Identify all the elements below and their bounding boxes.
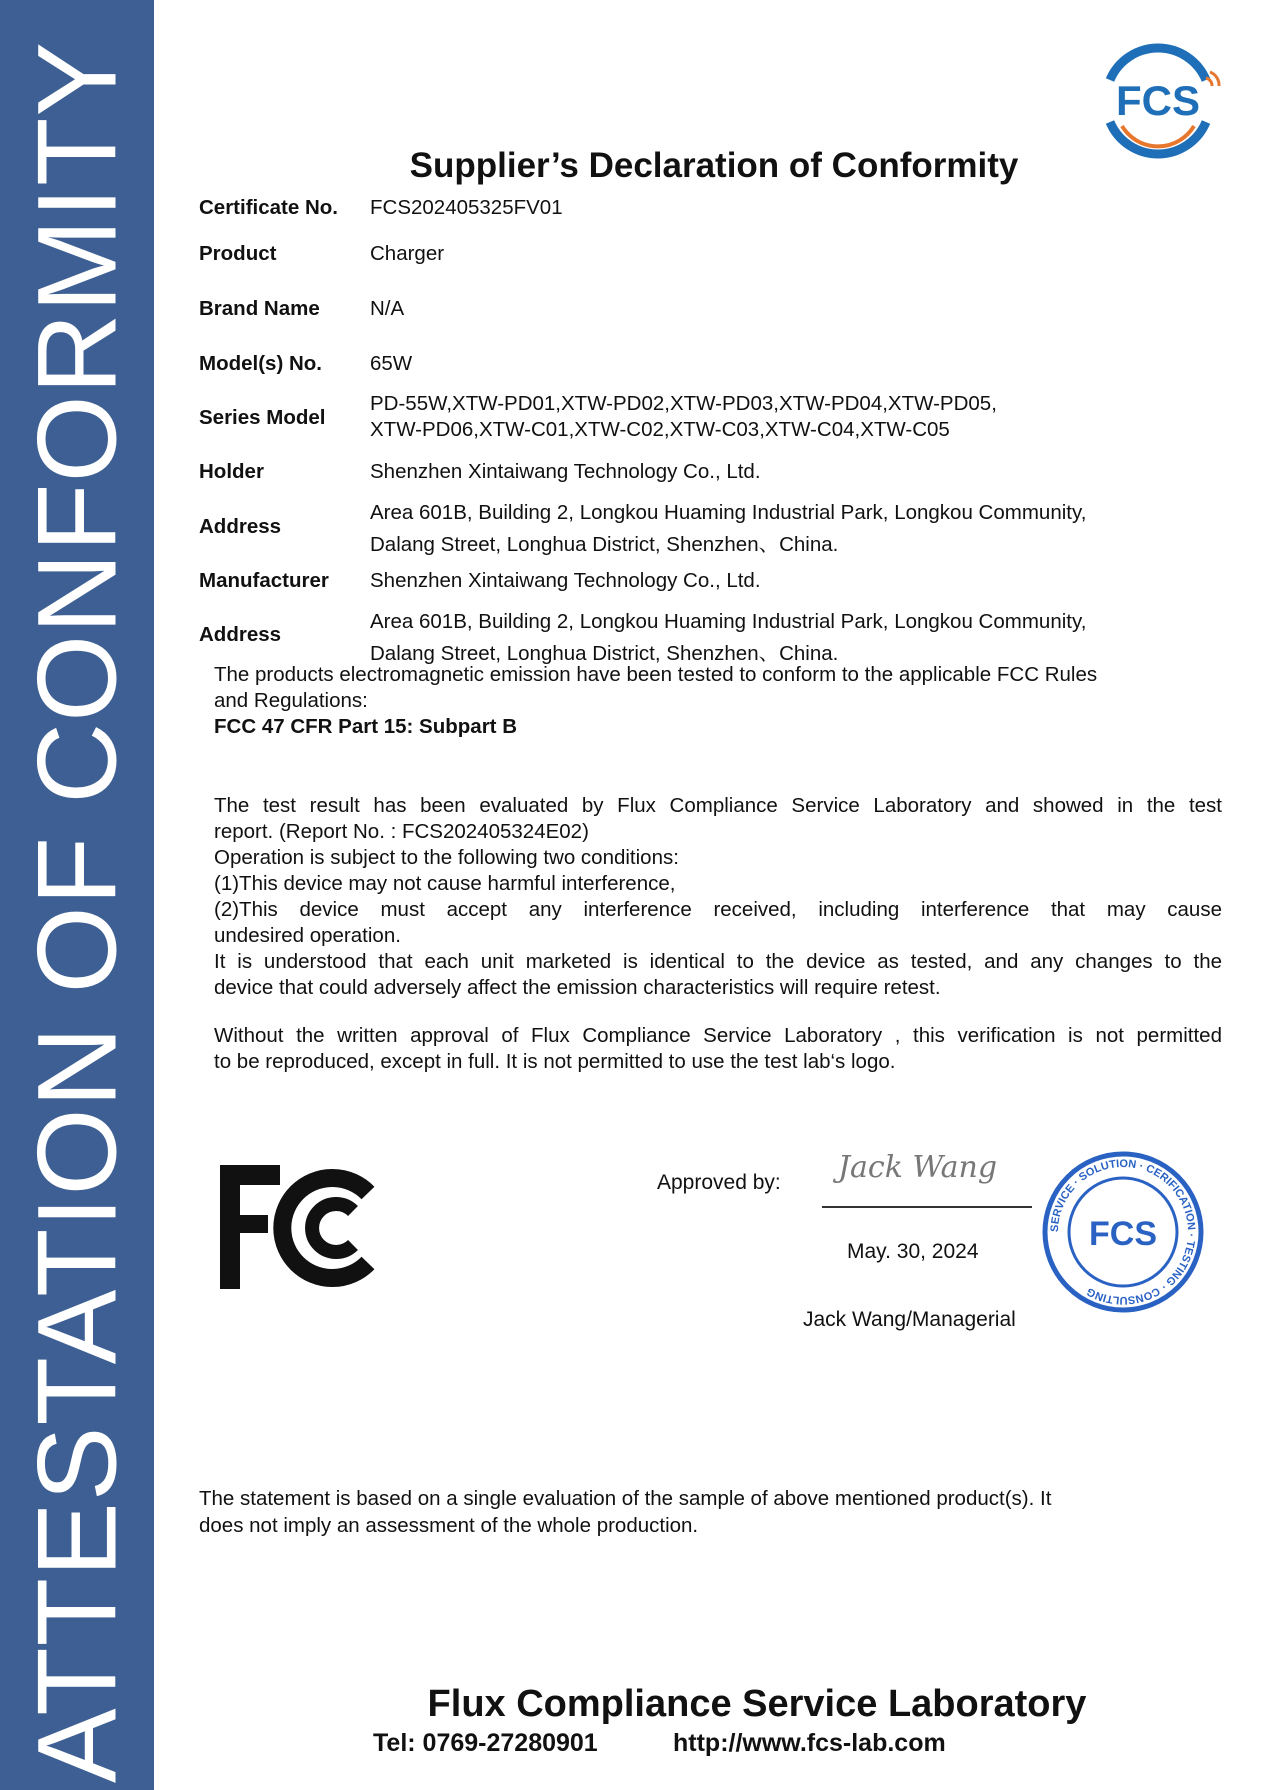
field-label-brand: Brand Name <box>199 297 320 320</box>
field-value-certificate: FCS202405325FV01 <box>370 196 563 219</box>
signature-line <box>822 1206 1032 1208</box>
statement-line1: The statement is based on a single evaluation of the sample of above mentioned product(s). It <box>199 1487 1052 1510</box>
fcs-stamp-icon <box>1040 1149 1206 1315</box>
field-value-holder-address-2: Dalang Street, Longhua District, Shenzhen、China. <box>370 533 839 556</box>
side-banner <box>0 0 154 1790</box>
field-value-holder-address-1: Area 601B, Building 2, Longkou Huaming Industrial Park, Longkou Community, <box>370 501 1087 524</box>
page-title: Supplier’s Declaration of Conformity <box>409 146 1019 185</box>
field-value-manufacturer-address-1: Area 601B, Building 2, Longkou Huaming Industrial Park, Longkou Community, <box>370 610 1087 633</box>
signature: Jack Wang <box>838 1150 998 1185</box>
body-p2-line8: device that could adversely affect the emission characteristics will require retest. <box>214 976 941 999</box>
svg-text:FCS: FCS <box>1116 77 1200 124</box>
body-p2-line3: Operation is subject to the following two conditions: <box>214 846 679 869</box>
field-label-model: Model(s) No. <box>199 352 322 375</box>
footer-url[interactable]: http://www.fcs-lab.com <box>673 1729 946 1757</box>
body-p3-line2: to be reproduced, except in full. It is not permitted to use the test lab‘s logo. <box>214 1050 896 1073</box>
body-p3-line1: Without the written approval of Flux Compliance Service Laboratory , this verification is not permitted <box>214 1024 1222 1047</box>
svg-text:SERVICE · SOLUTION · CERIFICAT: SERVICE · SOLUTION · CERIFICATION · TESTING · CONSULTING <box>1048 1157 1198 1307</box>
field-value-series-2: XTW-PD06,XTW-C01,XTW-C02,XTW-C03,XTW-C04,XTW-C05 <box>370 418 950 441</box>
body-p1-line2: and Regulations: <box>214 689 368 712</box>
fcc-logo-icon <box>218 1163 393 1293</box>
body-p2-line7: It is understood that each unit marketed is identical to the device as tested, and any changes to the <box>214 950 1222 973</box>
body-p2-line1: The test result has been evaluated by Flux Compliance Service Laboratory and showed in the test <box>214 794 1222 817</box>
body-p2-line4: (1)This device may not cause harmful interference, <box>214 872 676 895</box>
footer-tel: Tel: 0769-27280901 <box>373 1729 598 1757</box>
field-label-product: Product <box>199 242 277 265</box>
field-label-manufacturer-address: Address <box>199 623 282 646</box>
field-label-holder: Holder <box>199 460 264 483</box>
field-label-holder-address: Address <box>199 515 282 538</box>
approved-by-label: Approved by: <box>657 1171 781 1194</box>
field-value-brand: N/A <box>370 297 405 320</box>
field-label-series: Series Model <box>199 406 326 429</box>
body-p2-line6: undesired operation. <box>214 924 401 947</box>
footer-lab-name: Flux Compliance Service Laboratory <box>427 1683 1087 1725</box>
svg-text:FCS: FCS <box>1089 1215 1157 1253</box>
field-value-manufacturer: Shenzhen Xintaiwang Technology Co., Ltd. <box>370 569 761 592</box>
body-p1-line1: The products electromagnetic emission have been tested to conform to the applicable FCC Rules <box>214 663 1098 686</box>
statement-line2: does not imply an assessment of the whole production. <box>199 1514 699 1537</box>
side-banner-text: ATTESTATION OF CONFORMITY <box>14 40 140 1784</box>
field-value-holder: Shenzhen Xintaiwang Technology Co., Ltd. <box>370 460 761 483</box>
approval-date: May. 30, 2024 <box>847 1240 979 1263</box>
field-label-manufacturer: Manufacturer <box>199 569 329 592</box>
fcc-rule: FCC 47 CFR Part 15: Subpart B <box>214 715 517 738</box>
body-p2-line5: (2)This device must accept any interference received, including interference that may cause <box>214 898 1222 921</box>
field-value-manufacturer-address-2: Dalang Street, Longhua District, Shenzhen、China. <box>370 642 839 665</box>
field-value-series-1: PD-55W,XTW-PD01,XTW-PD02,XTW-PD03,XTW-PD04,XTW-PD05, <box>370 392 997 415</box>
field-label-certificate: Certificate No. <box>199 196 338 219</box>
approver-name: Jack Wang/Managerial <box>803 1308 1016 1331</box>
field-value-product: Charger <box>370 242 445 265</box>
field-value-model: 65W <box>370 352 413 375</box>
body-p2-line2: report. (Report No. : FCS202405324E02) <box>214 820 589 843</box>
